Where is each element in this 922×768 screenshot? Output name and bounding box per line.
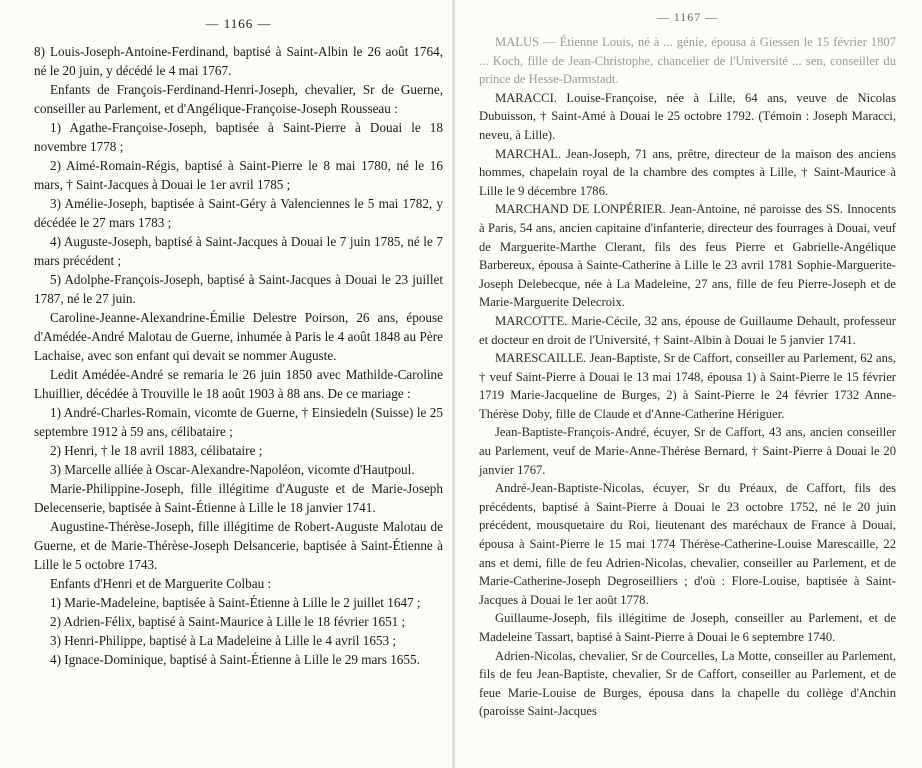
entry-paragraph: Enfants de François-Ferdinand-Henri-Joseph, chevalier, Sr de Guerne, conseiller au Parlement, et d'Angélique-Françoise-Joseph Rousseau : xyxy=(34,82,443,116)
entry-paragraph: 3) Henri-Philippe, baptisé à La Madeleine à Lille le 4 avril 1653 ; xyxy=(50,633,397,648)
entry-paragraph: 1) Marie-Madeleine, baptisée à Saint-Étienne à Lille le 2 juillet 1647 ; xyxy=(50,595,421,610)
entry-paragraph: 5) Adolphe-François-Joseph, baptisé à Saint-Jacques à Douai le 23 juillet 1787, né le 27 juin. xyxy=(34,272,443,306)
entry-paragraph: Adrien-Nicolas, chevalier, Sr de Courcelles, La Motte, conseiller au Parlement, fils de feu Jean-Baptiste, chevalier, Sr de Caffort, conseiller au Parlement, et de feue Marie-Louise de Burges, épousa dans la chapelle du collège d'Anchin (paroisse Saint-Jacques xyxy=(479,648,896,719)
entry-paragraph: Marie-Philippine-Joseph, fille illégitime d'Auguste et de Marie-Joseph Delecenserie, baptisée à Saint-Étienne à Lille le 18 janvier 1741. xyxy=(34,481,443,515)
entry-paragraph: 2) Aimé-Romain-Régis, baptisé à Saint-Pierre le 8 mai 1780, né le 16 mars, † Saint-Jacques à Douai le 1er avril 1785 ; xyxy=(34,158,443,192)
entry-paragraph: MARCOTTE. Marie-Cécile, 32 ans, épouse de Guillaume Dehault, professeur et docteur en droit de l'Université, † Saint-Albin à Douai le 5 janvier 1741. xyxy=(479,313,896,347)
entry-paragraph: Jean-Baptiste-François-André, écuyer, Sr de Caffort, 43 ans, ancien conseiller au Parlement, veuf de Marie-Anne-Thérèse Bernard, † Saint-Pierre à Douai le 20 janvier 1767. xyxy=(479,425,896,477)
page-number: — 1167 — xyxy=(656,10,719,24)
entry-paragraph: 1) André-Charles-Romain, vicomte de Guerne, † Einsiedeln (Suisse) le 25 septembre 1912 à 59 ans, célibataire ; xyxy=(34,405,443,439)
entry-paragraph: 4) Ignace-Dominique, baptisé à Saint-Étienne à Lille le 29 mars 1655. xyxy=(50,652,420,667)
entry-paragraph: 2) Henri, † le 18 avril 1883, célibataire ; xyxy=(50,443,263,458)
entry-paragraph: Caroline-Jeanne-Alexandrine-Émilie Delestre Poirson, 26 ans, épouse d'Amédée-André Malotau de Guerne, inhumée à Paris le 4 août 1848 au Père Lachaise, avec son enfant qui devait se nommer Auguste. xyxy=(34,310,443,363)
entry-paragraph: MARCHAL. Jean-Joseph, 71 ans, prêtre, directeur de la maison des anciens hommes, chapelain royal de la chambre des comptes à Lille, † Saint-Maurice à Lille le 9 décembre 1786. xyxy=(479,146,896,198)
right-page xyxy=(455,0,922,768)
entry-paragraph: Ledit Amédée-André se remaria le 26 juin 1850 avec Mathilde-Caroline Lhuillier, décédée à Trouville le 18 août 1903 à 88 ans. De ce mariage : xyxy=(34,367,443,401)
entry-paragraph: Guillaume-Joseph, fils illégitime de Joseph, conseiller au Parlement, et de Madeleine Tassart, baptisé à Saint-Pierre à Douai le 6 septembre 1740. xyxy=(479,611,896,644)
entry-paragraph: 2) Adrien-Félix, baptisé à Saint-Maurice à Lille le 18 février 1651 ; xyxy=(50,614,406,629)
page-number: — 1166 — xyxy=(205,16,272,31)
entry-paragraph: 3) Marcelle alliée à Oscar-Alexandre-Napoléon, vicomte d'Hautpoul. xyxy=(50,462,415,477)
left-page xyxy=(0,0,455,768)
entry-paragraph: André-Jean-Baptiste-Nicolas, écuyer, Sr du Préaux, de Caffort, fils des précédents, baptisé à Saint-Pierre à Douai le 23 octobre 1752, né le 20 juin précédent, mousquetaire du Roi, lieutenant des maréchaux de France à Douai, épousa à Saint-Pierre le 15 mai 1774 Thérèse-Catherine-Louise Marescaille, 22 ans et demi, fille de feu Adrien-Nicolas, chevalier, conseiller au Parlement, et de Marie-Catherine-Joseph Degroseilliers ; d'où : Flore-Louise, baptisée à Saint-Jacques à Douai le 1er août 1778. xyxy=(479,481,896,607)
entry-paragraph: 3) Amélie-Joseph, baptisée à Saint-Géry à Valenciennes le 5 mai 1782, y décédée le 27 mars 1783 ; xyxy=(34,196,443,230)
entry-paragraph: Augustine-Thérèse-Joseph, fille illégitime de Robert-Auguste Malotau de Guerne, et de Marie-Thérèse-Joseph Delsancerie, baptisée à Saint-Étienne à Lille le 5 octobre 1743. xyxy=(34,519,443,572)
entry-paragraph: MARACCI. Louise-Françoise, née à Lille, 64 ans, veuve de Nicolas Dubuisson, † Saint-Amé à Douai le 25 octobre 1792. (Témoin : Joseph Maracci, neveu, à Lille). xyxy=(479,90,896,142)
entry-paragraph: 1) Agathe-Françoise-Joseph, baptisée à Saint-Pierre à Douai le 18 novembre 1778 ; xyxy=(34,120,443,154)
entry-paragraph: MALUS — Étienne Louis, né à ... génie, épousa à Giessen le 15 février 1807 ... Koch, fille de Jean-Christophe, chancelier de l'Université ... sen, conseiller du prince de Hesse-Darmstadt. xyxy=(479,35,896,87)
entry-paragraph: 4) Auguste-Joseph, baptisé à Saint-Jacques à Douai le 7 juin 1785, né le 7 mars précédent ; xyxy=(34,234,443,268)
entry-paragraph: MARCHAND DE LONPÉRIER. Jean-Antoine, né paroisse des SS. Innocents à Paris, 54 ans, ancien capitaine d'infanterie, directeur des fourrages à Douai, veuf de Marguerite-Marthe Clerant, fils des feus Pierre et Gabrielle-Angélique Barbereux, épousa à Sainte-Catherine à Lille le 23 avril 1781 Sophie-Marguerite-Joseph Delebecque, née à La Madeleine, 27 ans, fille de feu Pierre-Joseph et de Marie-Marguerite Delecroix. xyxy=(479,202,896,310)
entry-paragraph: 8) Louis-Joseph-Antoine-Ferdinand, baptisé à Saint-Albin le 26 août 1764, né le 20 juin, y décédé le 4 mai 1767. xyxy=(34,44,443,78)
entry-paragraph: Enfants d'Henri et de Marguerite Colbau : xyxy=(50,576,272,591)
entry-paragraph: MARESCAILLE. Jean-Baptiste, Sr de Caffort, conseiller au Parlement, 62 ans, † veuf Saint-Pierre à Douai le 13 mai 1748, épousa 1) à Saint-Pierre le 15 février 1719 Marie-Jacqueline de Burges, 2) à Saint-Pierre le 24 février 1732 Anne-Thérèse Doby, fille de Claude et d'Anne-Catherine Hériguer. xyxy=(479,351,896,421)
